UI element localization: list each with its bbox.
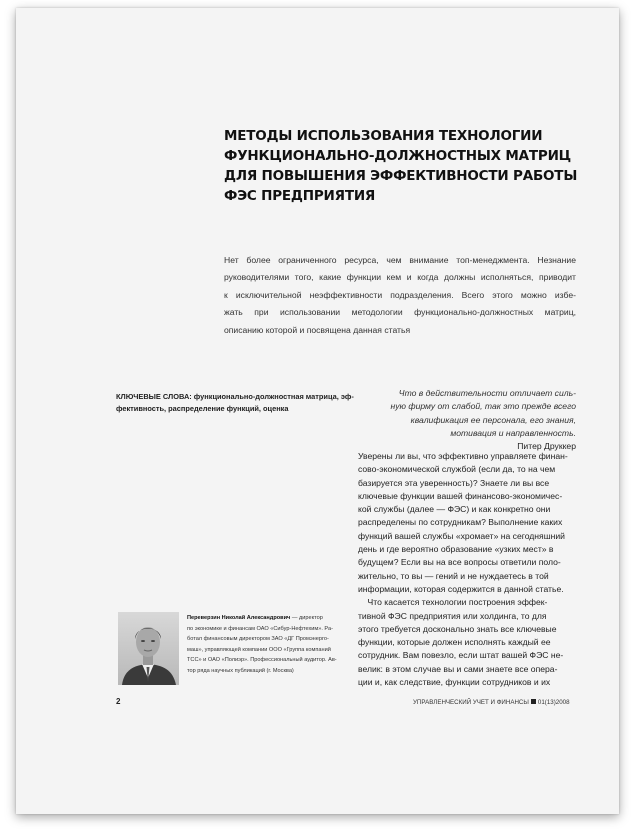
bio-line: тор ряда научных публикаций (г. Москва) xyxy=(187,667,294,674)
body-line: сово-экономической службой (если да, то на чем xyxy=(358,464,556,475)
article-title xyxy=(224,126,584,206)
title-line: ФЭС ПРЕДПРИЯТИЯ xyxy=(224,188,376,204)
epigraph-line: мотивация и направленность. xyxy=(450,427,576,438)
keywords-line: КЛЮЧЕВЫЕ СЛОВА: функционально-должностная матрица, эф- xyxy=(116,392,354,401)
epigraph-line: квалификация ее персонала, его знания, xyxy=(410,414,576,425)
body-line: информации, которая содержится в данной статье. xyxy=(358,583,564,594)
body-line: день и где вероятно образование «узких мест» в xyxy=(358,544,554,555)
body-line: Что касается технологии построения эффек- xyxy=(358,597,548,608)
journal-issue: 01(13)2008 xyxy=(537,699,570,706)
epigraph-line: ную фирму от слабой, так это прежде всего xyxy=(390,401,576,412)
article-body xyxy=(358,450,576,689)
journal-name: УПРАВЛЕНЧЕСКИЙ УЧЕТ И ФИНАНСЫ xyxy=(413,699,529,706)
author-bio xyxy=(187,613,347,676)
body-line: Уверены ли вы, что эффективно управляете финан- xyxy=(358,451,568,461)
keywords-line: фективность, распределение функций, оценка xyxy=(116,404,289,413)
body-line: ции и, как следствие, функции сотрудников и их xyxy=(358,677,551,688)
bio-line: по экономике и финансам ОАО «Сибур-Нефтехим». Ра- xyxy=(187,625,333,632)
body-line: будущем? Если вы на все вопросы ответили поло- xyxy=(358,557,561,568)
title-line: МЕТОДЫ ИСПОЛЬЗОВАНИЯ ТЕХНОЛОГИИ xyxy=(224,128,543,144)
body-line: тивной ФЭС предприятия или холдинга, то для xyxy=(358,610,547,621)
author-photo xyxy=(118,612,179,685)
epigraph-author: Питер Друккер xyxy=(517,441,576,452)
title-line: ФУНКЦИОНАЛЬНО-ДОЛЖНОСТНЫХ МАТРИЦ xyxy=(224,148,571,164)
body-line: распределены по сотрудникам? Выполнение каких xyxy=(358,517,563,528)
bio-line: ботал финансовым директором ЗАО «ДГ Промэнерго- xyxy=(187,636,329,642)
bio-line: ТСС» и ОАО «Полиэр». Профессиональный аудитор. Ав- xyxy=(187,657,337,663)
epigraph-line: Что в действительности отличает силь- xyxy=(398,388,576,398)
bio-line xyxy=(187,613,347,624)
lead-line: руководителями того, какие функции кем и когда должны исполняться, приводит xyxy=(224,272,576,283)
body-line: функции, которые должен исполнять каждый ее xyxy=(358,637,551,648)
magazine-page xyxy=(16,8,619,814)
epigraph xyxy=(356,387,576,453)
body-line: ключевые функции вашей финансово-экономичес- xyxy=(358,490,563,501)
lead-line: Нет более ограниченного ресурса, чем внимание топ-менеджмента. Незнание xyxy=(224,255,576,265)
body-line: велик: в этом случае вы и сами знаете все опера- xyxy=(358,663,558,674)
article-lead xyxy=(224,252,576,339)
square-bullet-icon xyxy=(531,699,536,704)
keywords xyxy=(116,391,354,415)
body-line: базируется эта уверенность)? Знаете ли вы все xyxy=(358,477,550,488)
lead-line: жать при использовании методологии функционально-должностных матриц, xyxy=(224,307,576,318)
body-line: кой службы (далее — ФЭС) и как конкретно они xyxy=(358,504,551,515)
title-line: ДЛЯ ПОВЫШЕНИЯ ЭФФЕКТИВНОСТИ РАБОТЫ xyxy=(224,168,578,184)
journal-footer xyxy=(413,699,570,706)
body-line: функций вашей службы «хромает» на сегодняшний xyxy=(358,530,565,541)
lead-line: к исключительной неэффективности подразделения. Всего этого можно избе- xyxy=(224,289,576,300)
bio-first-line-rest: — директор xyxy=(290,615,323,621)
body-line: жительно, то вы — гений и не нуждаетесь в той xyxy=(358,570,549,581)
body-line: сотрудник. Вам повезло, если штат вашей ФЭС не- xyxy=(358,650,564,661)
bio-line: маш», управляющей компании ООО «Группа компаний xyxy=(187,646,331,653)
lead-line: описанию которой и посвящена данная статья xyxy=(224,324,411,335)
body-line: этого требуется досконально знать все ключевые xyxy=(358,623,557,634)
page-number: 2 xyxy=(116,697,121,706)
author-name: Переверзин Николай Александрович xyxy=(187,615,291,621)
